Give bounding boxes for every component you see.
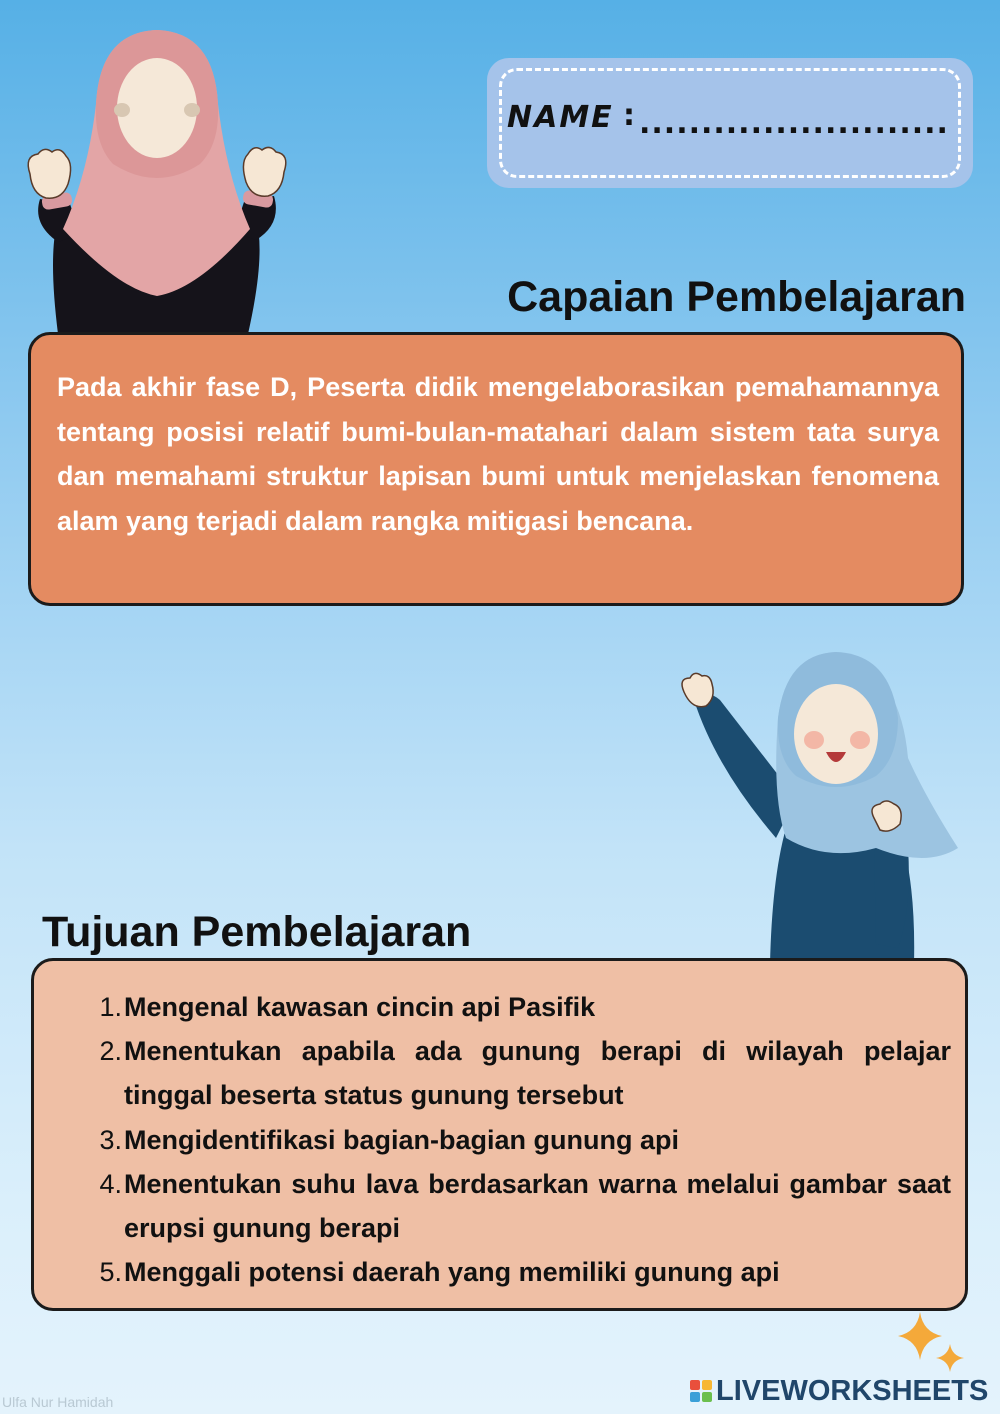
tujuan-item-number: 3.	[99, 1124, 122, 1155]
tujuan-list	[64, 985, 951, 1294]
liveworksheets-logo-text: LIVEWORKSHEETS	[716, 1374, 989, 1407]
name-input-dots[interactable]: .........................	[639, 106, 949, 141]
blue-hijab-girl-illustration	[676, 648, 966, 964]
tujuan-item	[64, 985, 951, 1029]
tujuan-item-number: 1.	[99, 992, 122, 1022]
pink-hijab-girl-illustration	[18, 24, 296, 334]
tujuan-item	[64, 1162, 951, 1250]
tujuan-item-number: 5.	[99, 1257, 122, 1288]
liveworksheets-logo-icon	[690, 1380, 712, 1402]
tujuan-box	[31, 958, 968, 1311]
capaian-text: Pada akhir fase D, Peserta didik mengelaborasikan pemahamannya tentang posisi relatif bumi-bulan-matahari dalam sistem tata surya dan memahami struktur lapisan bumi untuk menjelaskan fenomena alam yang terjadi dalam rangka mitigasi bencana.	[57, 372, 939, 536]
tujuan-heading: Tujuan Pembelajaran	[42, 908, 472, 956]
author-credit: Ulfa Nur Hamidah	[2, 1394, 114, 1410]
name-colon: :	[623, 98, 635, 133]
tujuan-item-text: Menentukan suhu lava berdasarkan warna melalui gambar saat erupsi gunung berapi	[124, 1168, 951, 1244]
capaian-heading: Capaian Pembelajaran	[507, 273, 966, 321]
tujuan-item-text: Menentukan apabila ada gunung berapi di wilayah pelajar tinggal beserta status gunung tersebut	[124, 1036, 951, 1111]
tujuan-item	[64, 1029, 951, 1117]
tujuan-item	[64, 1118, 951, 1162]
liveworksheets-logo[interactable]	[690, 1374, 988, 1408]
capaian-box	[28, 332, 964, 606]
sparkle-stars-icon	[892, 1310, 972, 1380]
tujuan-item-text: Mengidentifikasi bagian-bagian gunung api	[124, 1124, 680, 1155]
name-label: NAME	[507, 100, 614, 135]
tujuan-item-text: Menggali potensi daerah yang memiliki gunung api	[124, 1257, 780, 1288]
tujuan-item-text: Mengenal kawasan cincin api Pasifik	[124, 992, 596, 1022]
name-field-box[interactable]	[487, 58, 973, 188]
tujuan-item-number: 2.	[99, 1036, 122, 1067]
tujuan-item-number: 4.	[99, 1168, 122, 1199]
tujuan-item	[64, 1250, 951, 1294]
